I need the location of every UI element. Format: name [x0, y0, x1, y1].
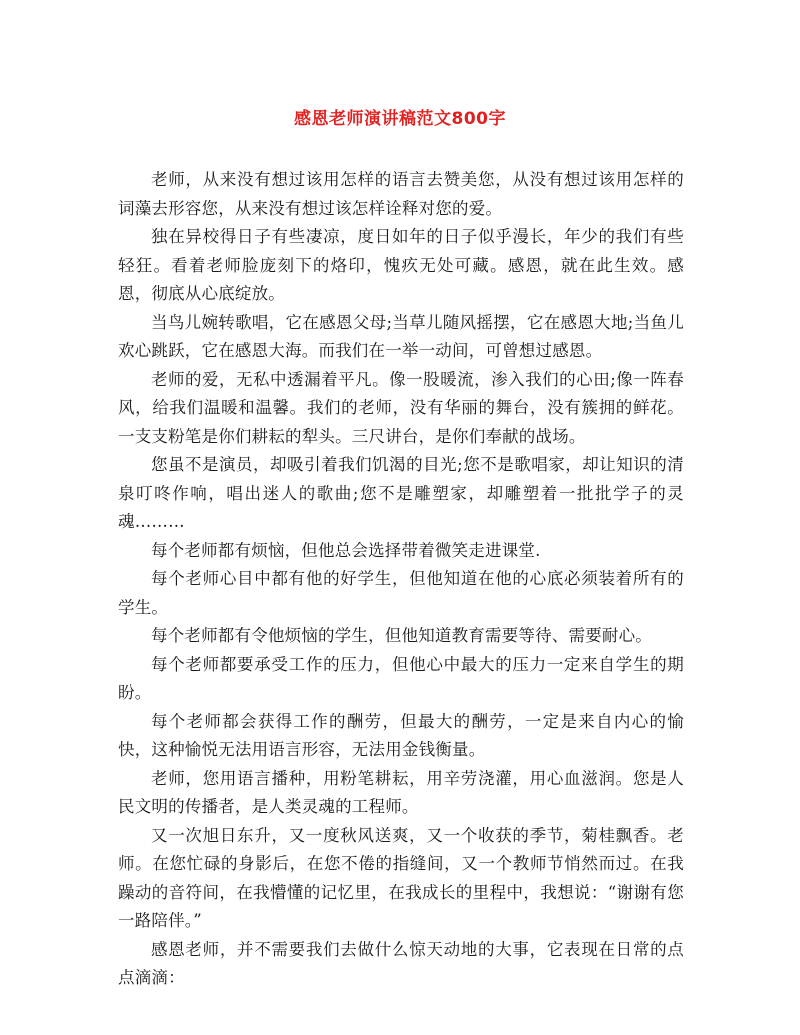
- paragraph: 老师，您用语言播种，用粉笔耕耘，用辛劳浇灌，用心血滋润。您是人民文明的传播者，是人类灵魂的工程师。: [118, 768, 684, 816]
- paragraph: 感恩老师，并不需要我们去做什么惊天动地的大事，它表现在日常的点点滴滴：: [118, 939, 684, 987]
- paragraph: 每个老师都会获得工作的酬劳，但最大的酬劳，一定是来自内心的愉快，这种愉悦无法用语言形容，无法用金钱衡量。: [118, 711, 684, 759]
- paragraph: 您虽不是演员，却吸引着我们饥渴的目光;您不是歌唱家，却让知识的清泉叮咚作响，唱出迷人的歌曲;您不是雕塑家，却雕塑着一批批学子的灵魂………: [118, 455, 684, 531]
- paragraph: 每个老师都要承受工作的压力，但他心中最大的压力一定来自学生的期盼。: [118, 654, 684, 702]
- paragraph: 当鸟儿婉转歌唱，它在感恩父母;当草儿随风摇摆，它在感恩大地;当鱼儿欢心跳跃，它在感恩大海。而我们在一举一动间，可曾想过感恩。: [118, 312, 684, 360]
- paragraph: 老师，从来没有想过该用怎样的语言去赞美您，从没有想过该用怎样的词藻去形容您，从来没有想过该怎样诠释对您的爱。: [118, 170, 684, 218]
- document-title: 感恩老师演讲稿范文800字: [294, 109, 506, 129]
- paragraph: 老师的爱，无私中透漏着平凡。像一股暖流，渗入我们的心田;像一阵春风，给我们温暖和温馨。我们的老师，没有华丽的舞台，没有簇拥的鲜花。一支支粉笔是你们耕耘的犁头。三尺讲台，是你们奉献的战场。: [118, 369, 684, 446]
- document-body: [118, 166, 684, 993]
- paragraph: 每个老师都有烦恼，但他总会选择带着微笑走进课堂.: [151, 540, 541, 560]
- paragraph: 每个老师都有令他烦恼的学生，但他知道教育需要等待、需要耐心。: [151, 626, 652, 645]
- paragraph: 又一次旭日东升，又一度秋风送爽，又一个收获的季节，菊桂飘香。老师。在您忙碌的身影后，在您不倦的指缝间，又一个教师节悄然而过。在我躁动的音符间，在我懵懂的记忆里，在我成长的里程中，我想说：“谢谢有您一路陪伴。”: [118, 825, 684, 930]
- paragraph: 每个老师心目中都有他的好学生，但他知道在他的心底必须装着所有的学生。: [118, 569, 684, 617]
- paragraph: 独在异校得日子有些凄凉，度日如年的日子似乎漫长，年少的我们有些轻狂。看着老师脸庞刻下的烙印，愧疚无处可藏。感恩，就在此生效。感恩，彻底从心底绽放。: [118, 227, 684, 303]
